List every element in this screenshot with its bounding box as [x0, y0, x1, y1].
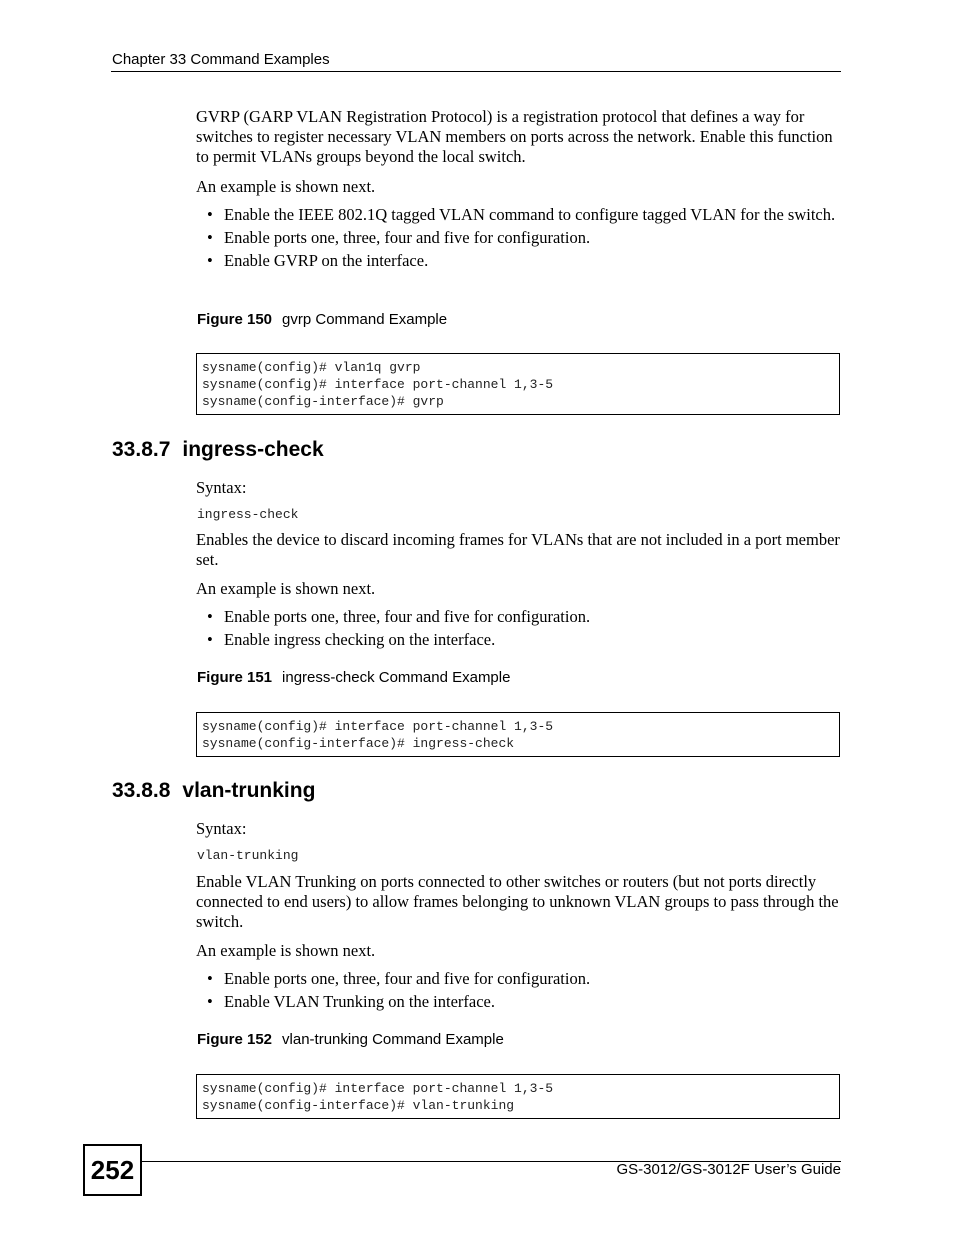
syntax-label: Syntax:	[196, 478, 247, 497]
list-item: • Enable GVRP on the interface.	[196, 251, 846, 271]
guide-title: GS-3012/GS-3012F User’s Guide	[616, 1161, 841, 1178]
code-line: sysname(config)# interface port-channel 1,3-5	[202, 1081, 554, 1096]
code-line: sysname(config)# interface port-channel 1,3-5	[202, 719, 554, 734]
figure-150-caption	[197, 311, 447, 328]
list-item: • Enable VLAN Trunking on the interface.	[196, 992, 846, 1012]
trunking-code-example	[196, 1074, 840, 1119]
figure-number: Figure 150	[197, 311, 273, 328]
syntax-code: vlan-trunking	[197, 848, 299, 863]
syntax-label: Syntax:	[196, 819, 247, 838]
figure-title: ingress-check Command Example	[282, 669, 511, 686]
list-item: • Enable the IEEE 802.1Q tagged VLAN command to configure tagged VLAN for the switch.	[196, 205, 846, 225]
figure-151-caption	[197, 669, 510, 686]
figure-number: Figure 151	[197, 669, 273, 686]
section-number: 33.8.7	[112, 438, 171, 461]
list-item: • Enable ports one, three, four and five for configuration.	[196, 969, 846, 989]
trunking-example-lead: An example is shown next.	[196, 941, 376, 960]
section-title: ingress-check	[182, 438, 324, 461]
code-line: sysname(config)# vlan1q gvrp	[202, 360, 421, 375]
list-item: • Enable ports one, three, four and five for configuration.	[196, 228, 846, 248]
trunking-description: Enable VLAN Trunking on ports connected to other switches or routers (but not ports directly connected to end users) to allow frames belonging to unknown VLAN groups to pass through the switch.	[196, 872, 839, 931]
section-number: 33.8.8	[112, 779, 171, 802]
gvrp-intro-paragraph: GVRP (GARP VLAN Registration Protocol) is a registration protocol that defines a way for switches to register necessary VLAN members on ports across the network. Enable this function to permit VLANs groups beyond the local switch.	[196, 107, 833, 166]
gvrp-bullet-list	[196, 205, 846, 274]
trunking-bullet-list	[196, 969, 846, 1015]
ingress-example-lead: An example is shown next.	[196, 579, 376, 598]
figure-152-caption	[197, 1031, 504, 1048]
section-title: vlan-trunking	[182, 779, 316, 802]
header-divider	[111, 71, 841, 72]
page-number: 252	[83, 1144, 142, 1196]
code-line: sysname(config-interface)# ingress-check	[202, 736, 515, 751]
code-line: sysname(config)# interface port-channel 1,3-5	[202, 377, 554, 392]
section-heading-ingress-check	[112, 438, 324, 462]
code-line: sysname(config-interface)# vlan-trunking	[202, 1098, 515, 1113]
chapter-header: Chapter 33 Command Examples	[112, 51, 330, 68]
ingress-description: Enables the device to discard incoming frames for VLANs that are not included in a port member set.	[196, 530, 840, 569]
list-item: • Enable ports one, three, four and five for configuration.	[196, 607, 846, 627]
figure-title: vlan-trunking Command Example	[282, 1031, 504, 1048]
figure-number: Figure 152	[197, 1031, 273, 1048]
ingress-bullet-list	[196, 607, 846, 653]
figure-title: gvrp Command Example	[282, 311, 448, 328]
gvrp-code-example	[196, 353, 840, 415]
section-heading-vlan-trunking	[112, 779, 315, 803]
ingress-code-example	[196, 712, 840, 757]
syntax-code: ingress-check	[197, 507, 299, 522]
code-line: sysname(config-interface)# gvrp	[202, 394, 444, 409]
gvrp-example-lead: An example is shown next.	[196, 177, 376, 196]
list-item: • Enable ingress checking on the interface.	[196, 630, 846, 650]
